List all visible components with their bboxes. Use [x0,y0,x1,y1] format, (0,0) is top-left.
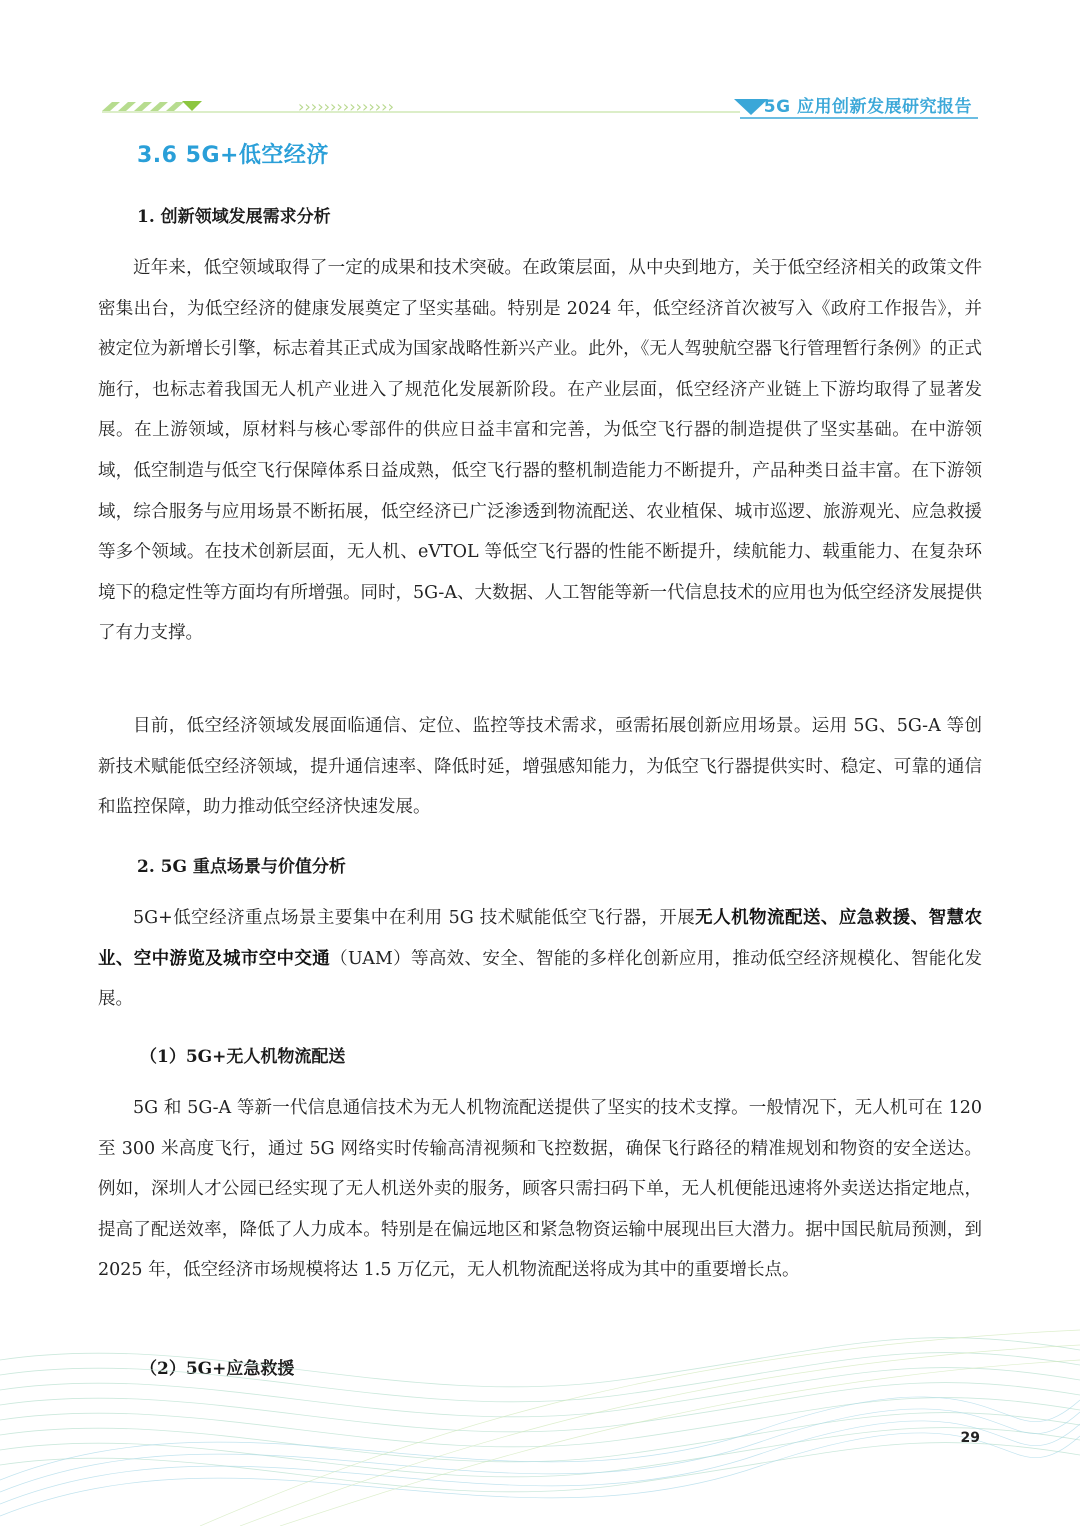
scenario-text-pre: 5G+低空经济重点场景主要集中在利用 5G 技术赋能低空飞行器，开展 [133,908,696,928]
chevron-row: ››››››››››››››› [298,97,394,116]
wave-decoration [0,1320,1080,1526]
heading-demand-analysis: 1. 创新领域发展需求分析 [137,207,331,227]
heading-drone-delivery: （1）5G+无人机物流配送 [140,1047,346,1067]
heading-emergency-rescue: （2）5G+应急救援 [140,1359,295,1379]
scenario-text-bold: 无人机物流配送、应急救援、智慧农业、空中游览及城市空中交通 [98,908,982,969]
paragraph-demand-2: 目前，低空经济领域发展面临通信、定位、监控等技术需求，亟需拓展创新应用场景。运用 5G、5G-A 等创新技术赋能低空经济领域，提升通信速率、降低时延，增强感知能力，为低空飞行器提供实时、稳定、可靠的通信和监控保障，助力推动低空经济快速发展。 [98,716,982,818]
section-title: 3.6 5G+低空经济 [137,143,329,168]
heading-scenario-value: 2. 5G 重点场景与价值分析 [137,857,346,877]
scenario-text-post: （UAM）等高效、安全、智能的多样化创新应用，推动低空经济规模化、智能化发展。 [98,948,983,1010]
green-triangle-icon [182,101,202,111]
paragraph-demand-1: 近年来，低空领域取得了一定的成果和技术突破。在政策层面，从中央到地方，关于低空经济相关的政策文件密集出台，为低空经济的健康发展奠定了坚实基础。特别是 2024 年，低空经济首次被写入《政府工作报告》，并被定位为新增长引擎，标志着其正式成为国家战略性新兴产业。此外，《无人驾驶航空器飞行管理暂行条例》的正式施行，也标志着我国无人机产业进入了规范化发展新阶段。在产业层面，低空经济产业链上下游均取得了显著发展。在上游领域，原材料与核心零部件的供应日益丰富和完善，为低空飞行器的制造提供了坚实基础。在中游领域，低空制造与低空飞行保障体系日益成熟，低空飞行器的整机制造能力不断提升，产品种类日益丰富。在下游领域，综合服务与应用场景不断拓展，低空经济已广泛渗透到物流配送、农业植保、城市巡逻、旅游观光、应急救援等多个领域。在技术创新层面，无人机、eVTOL 等低空飞行器的性能不断提升，续航能力、载重能力、在复杂环境下的稳定性等方面均有所增强。同时，5G-A、大数据、人工智能等新一代信息技术的应用也为低空经济发展提供了有力支撑。 [98,258,982,644]
paragraph-scenario [98,898,982,1020]
stripe-marks [102,102,184,111]
paragraph-drone-delivery: 5G 和 5G-A 等新一代信息通信技术为无人机物流配送提供了坚实的技术支撑。一般情况下，无人机可在 120 至 300 米高度飞行，通过 5G 网络实时传输高清视频和飞控数据，确保飞行路径的精准规划和物资的安全送达。例如，深圳人才公园已经实现了无人机送外卖的服务，顾客只需扫码下单，无人机便能迅速将外卖送达指定地点，提高了配送效率，降低了人力成本。特别是在偏远地区和紧急物资运输中展现出巨大潜力。据中国民航局预测，到 2025 年，低空经济市场规模将达 1.5 万亿元，无人机物流配送将成为其中的重要增长点。 [98,1098,982,1281]
page-number: 29 [960,1430,980,1446]
report-title: 5G 应用创新发展研究报告 [763,97,972,117]
